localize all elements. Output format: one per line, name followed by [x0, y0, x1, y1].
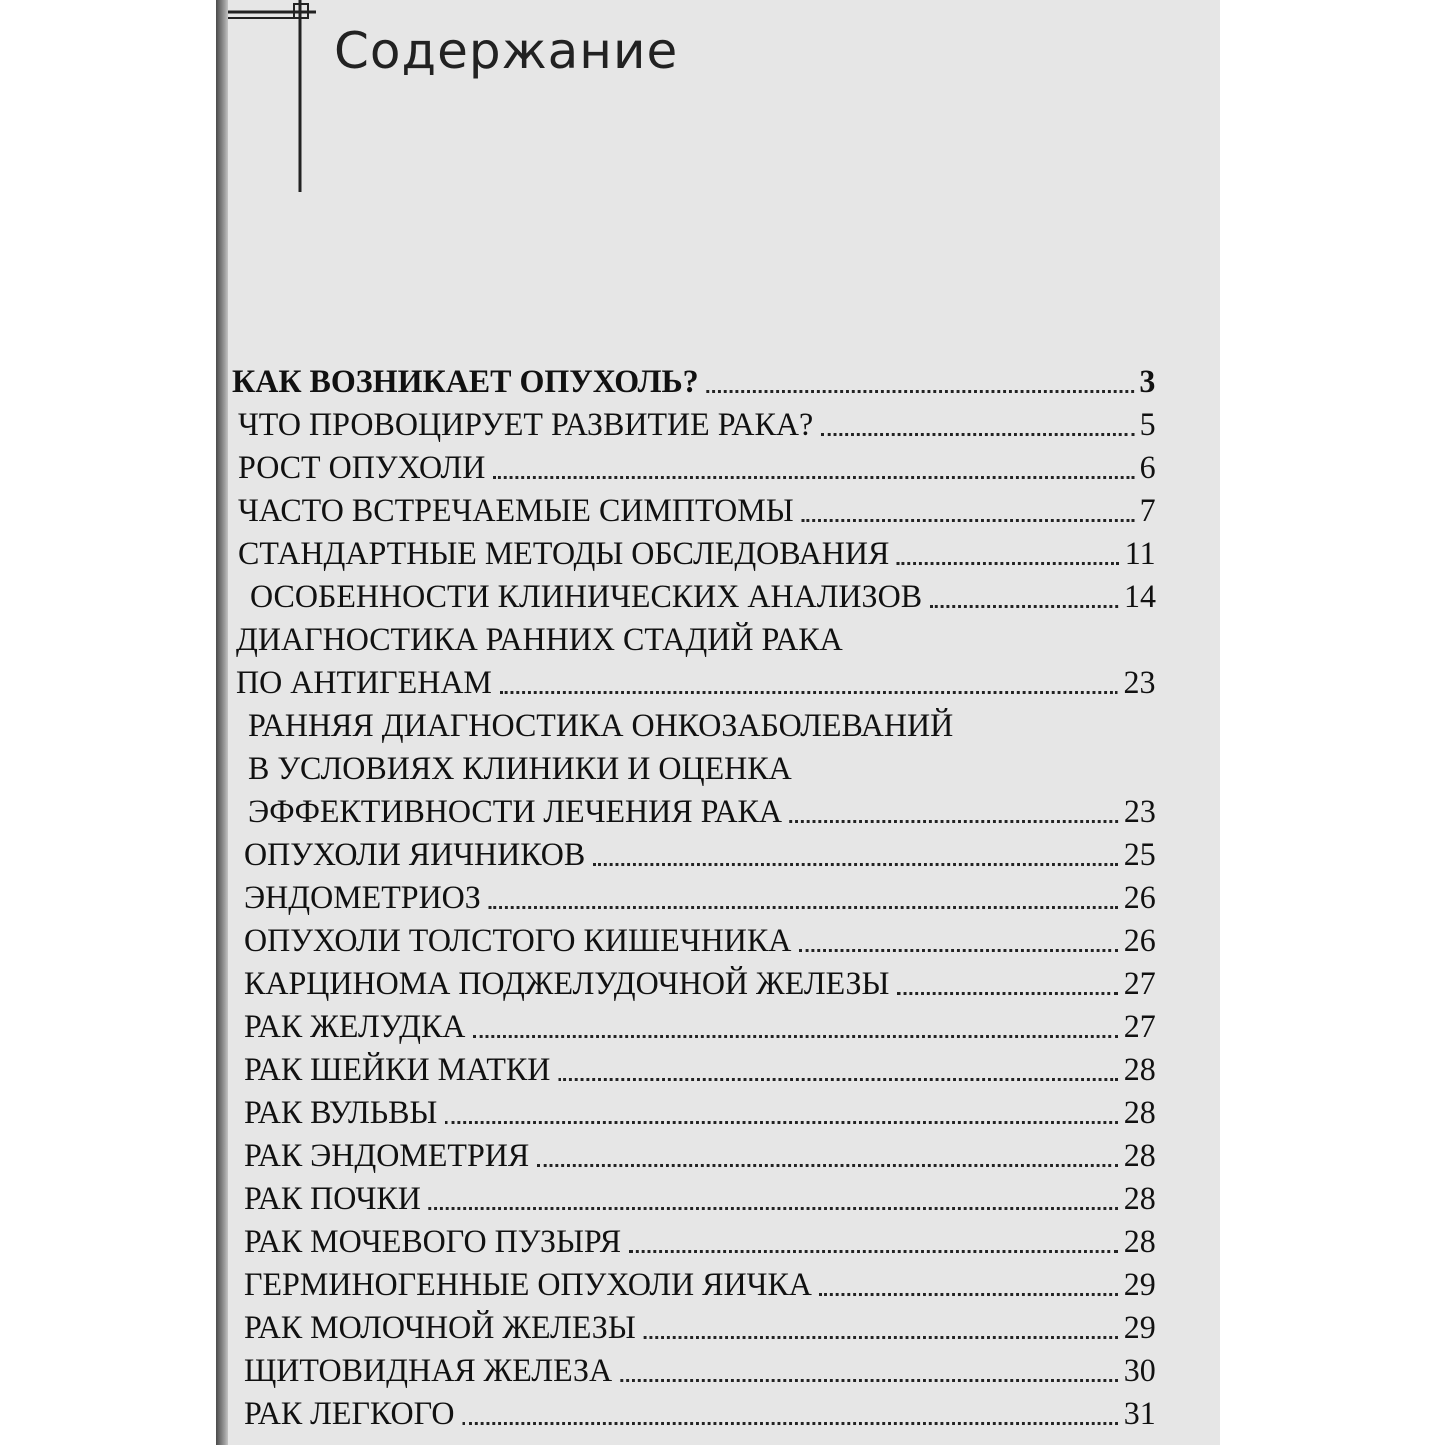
leader-dots [801, 519, 1133, 522]
toc-entry [232, 362, 1155, 402]
toc-page-number: 28 [1123, 1181, 1156, 1217]
leader-dots [445, 1121, 1118, 1124]
toc-entry [244, 1136, 1156, 1176]
toc-page-number: 23 [1123, 794, 1156, 830]
leader-dots [897, 992, 1118, 995]
toc-entry [244, 1050, 1156, 1090]
leader-dots [821, 433, 1134, 436]
toc-entry-label: КАК ВОЗНИКАЕТ ОПУХОЛЬ? [232, 364, 699, 400]
toc-page-number: 6 [1139, 450, 1156, 486]
leader-dots [493, 476, 1134, 479]
toc-entry-label: ЭФФЕКТИВНОСТИ ЛЕЧЕНИЯ РАКА [248, 794, 782, 830]
toc-page-number: 27 [1123, 966, 1156, 1002]
toc-entry-label: СТАНДАРТНЫЕ МЕТОДЫ ОБСЛЕДОВАНИЯ [238, 536, 890, 572]
leader-dots [706, 390, 1133, 393]
toc-entry [238, 448, 1156, 488]
toc-entry-label: РОСТ ОПУХОЛИ [238, 450, 486, 486]
toc-page-number: 11 [1124, 536, 1156, 572]
toc-page-number: 5 [1139, 407, 1156, 443]
toc-page-number: 30 [1123, 1353, 1156, 1389]
toc-entry-label: РАК ЖЕЛУДКА [244, 1009, 466, 1045]
toc-entry-label: РАК ЛЕГКОГО [244, 1396, 455, 1432]
toc-page-number: 3 [1139, 364, 1156, 400]
toc-entry-label: ПО АНТИГЕНАМ [236, 665, 492, 701]
toc-entry-label: РАК ШЕЙКИ МАТКИ [244, 1052, 551, 1088]
toc-page-number: 28 [1123, 1224, 1156, 1260]
toc-entry [238, 491, 1156, 531]
leader-dots [462, 1422, 1118, 1425]
toc-entry [244, 1394, 1156, 1434]
toc-page-number: 29 [1123, 1310, 1156, 1346]
toc-page-number: 23 [1123, 665, 1156, 701]
toc-page-number: 26 [1123, 880, 1156, 916]
leader-dots [489, 906, 1118, 909]
toc-entry-label: РАК МОЛОЧНОЙ ЖЕЛЕЗЫ [244, 1310, 636, 1346]
toc-entry-label: ЧАСТО ВСТРЕЧАЕМЫЕ СИМПТОМЫ [238, 493, 794, 529]
title-ornament [228, 0, 338, 200]
toc-entry [244, 1351, 1156, 1391]
toc-entry [236, 663, 1156, 703]
toc-entry-label: РАК МОЧЕВОГО ПУЗЫРЯ [244, 1224, 622, 1260]
toc-entry-label: ГЕРМИНОГЕННЫЕ ОПУХОЛИ ЯИЧКА [244, 1267, 812, 1303]
toc-entry [244, 1007, 1156, 1047]
toc-entry [244, 878, 1156, 918]
toc-page-number: 29 [1123, 1267, 1156, 1303]
toc-entry-label-line: В УСЛОВИЯХ КЛИНИКИ И ОЦЕНКА [248, 751, 792, 787]
toc-entry [250, 577, 1156, 617]
toc-entry [244, 921, 1156, 961]
toc-page-number: 28 [1123, 1095, 1156, 1131]
leader-dots [593, 863, 1118, 866]
toc-entry [238, 534, 1156, 574]
leader-dots [473, 1035, 1118, 1038]
toc-entry [244, 1265, 1156, 1305]
toc-entry [244, 835, 1156, 875]
toc-page-number: 27 [1123, 1009, 1156, 1045]
toc-page-number: 28 [1123, 1052, 1156, 1088]
toc-entry-label: КАРЦИНОМА ПОДЖЕЛУДОЧНОЙ ЖЕЛЕЗЫ [244, 966, 890, 1002]
toc-entry-label-line: ДИАГНОСТИКА РАННИХ СТАДИЙ РАКА [236, 622, 843, 658]
toc-entry-label-line: РАННЯЯ ДИАГНОСТИКА ОНКОЗАБОЛЕВАНИЙ [248, 708, 954, 744]
leader-dots [790, 820, 1118, 823]
leader-dots [629, 1250, 1118, 1253]
leader-dots [537, 1164, 1118, 1167]
toc-entry-label: РАК ВУЛЬВЫ [244, 1095, 438, 1131]
leader-dots [500, 691, 1118, 694]
leader-dots [620, 1379, 1118, 1382]
toc-page-number: 14 [1123, 579, 1156, 615]
toc-page-number: 26 [1123, 923, 1156, 959]
toc-page-number: 31 [1123, 1396, 1156, 1432]
leader-dots [558, 1078, 1118, 1081]
toc-entry-label: ЩИТОВИДНАЯ ЖЕЛЕЗА [244, 1353, 613, 1389]
toc-page-number: 7 [1139, 493, 1156, 529]
toc-entry [248, 792, 1156, 832]
toc-entry [244, 1179, 1156, 1219]
toc-entry-label: РАК ЭНДОМЕТРИЯ [244, 1138, 530, 1174]
leader-dots [897, 562, 1119, 565]
toc-entry-label: ЧТО ПРОВОЦИРУЕТ РАЗВИТИЕ РАКА? [238, 407, 814, 443]
toc-page-number: 25 [1123, 837, 1156, 873]
toc-entry [238, 405, 1156, 445]
toc-entry-label: РАК ПОЧКИ [244, 1181, 421, 1217]
toc-entry [244, 1222, 1156, 1262]
leader-dots [429, 1207, 1118, 1210]
toc-entry-label: ОПУХОЛИ ТОЛСТОГО КИШЕЧНИКА [244, 923, 792, 959]
leader-dots [644, 1336, 1118, 1339]
toc-entry [244, 964, 1156, 1004]
leader-dots [799, 949, 1118, 952]
leader-dots [930, 605, 1118, 608]
toc-entry [244, 1093, 1156, 1133]
toc-page-number: 28 [1123, 1138, 1156, 1174]
toc-entry [244, 1308, 1156, 1348]
toc-entry-label: ОПУХОЛИ ЯИЧНИКОВ [244, 837, 586, 873]
toc-entry-label: ОСОБЕННОСТИ КЛИНИЧЕСКИХ АНАЛИЗОВ [250, 579, 923, 615]
leader-dots [820, 1293, 1118, 1296]
toc-entry-label: ЭНДОМЕТРИОЗ [244, 880, 481, 916]
page-title: Содержание [334, 22, 679, 80]
